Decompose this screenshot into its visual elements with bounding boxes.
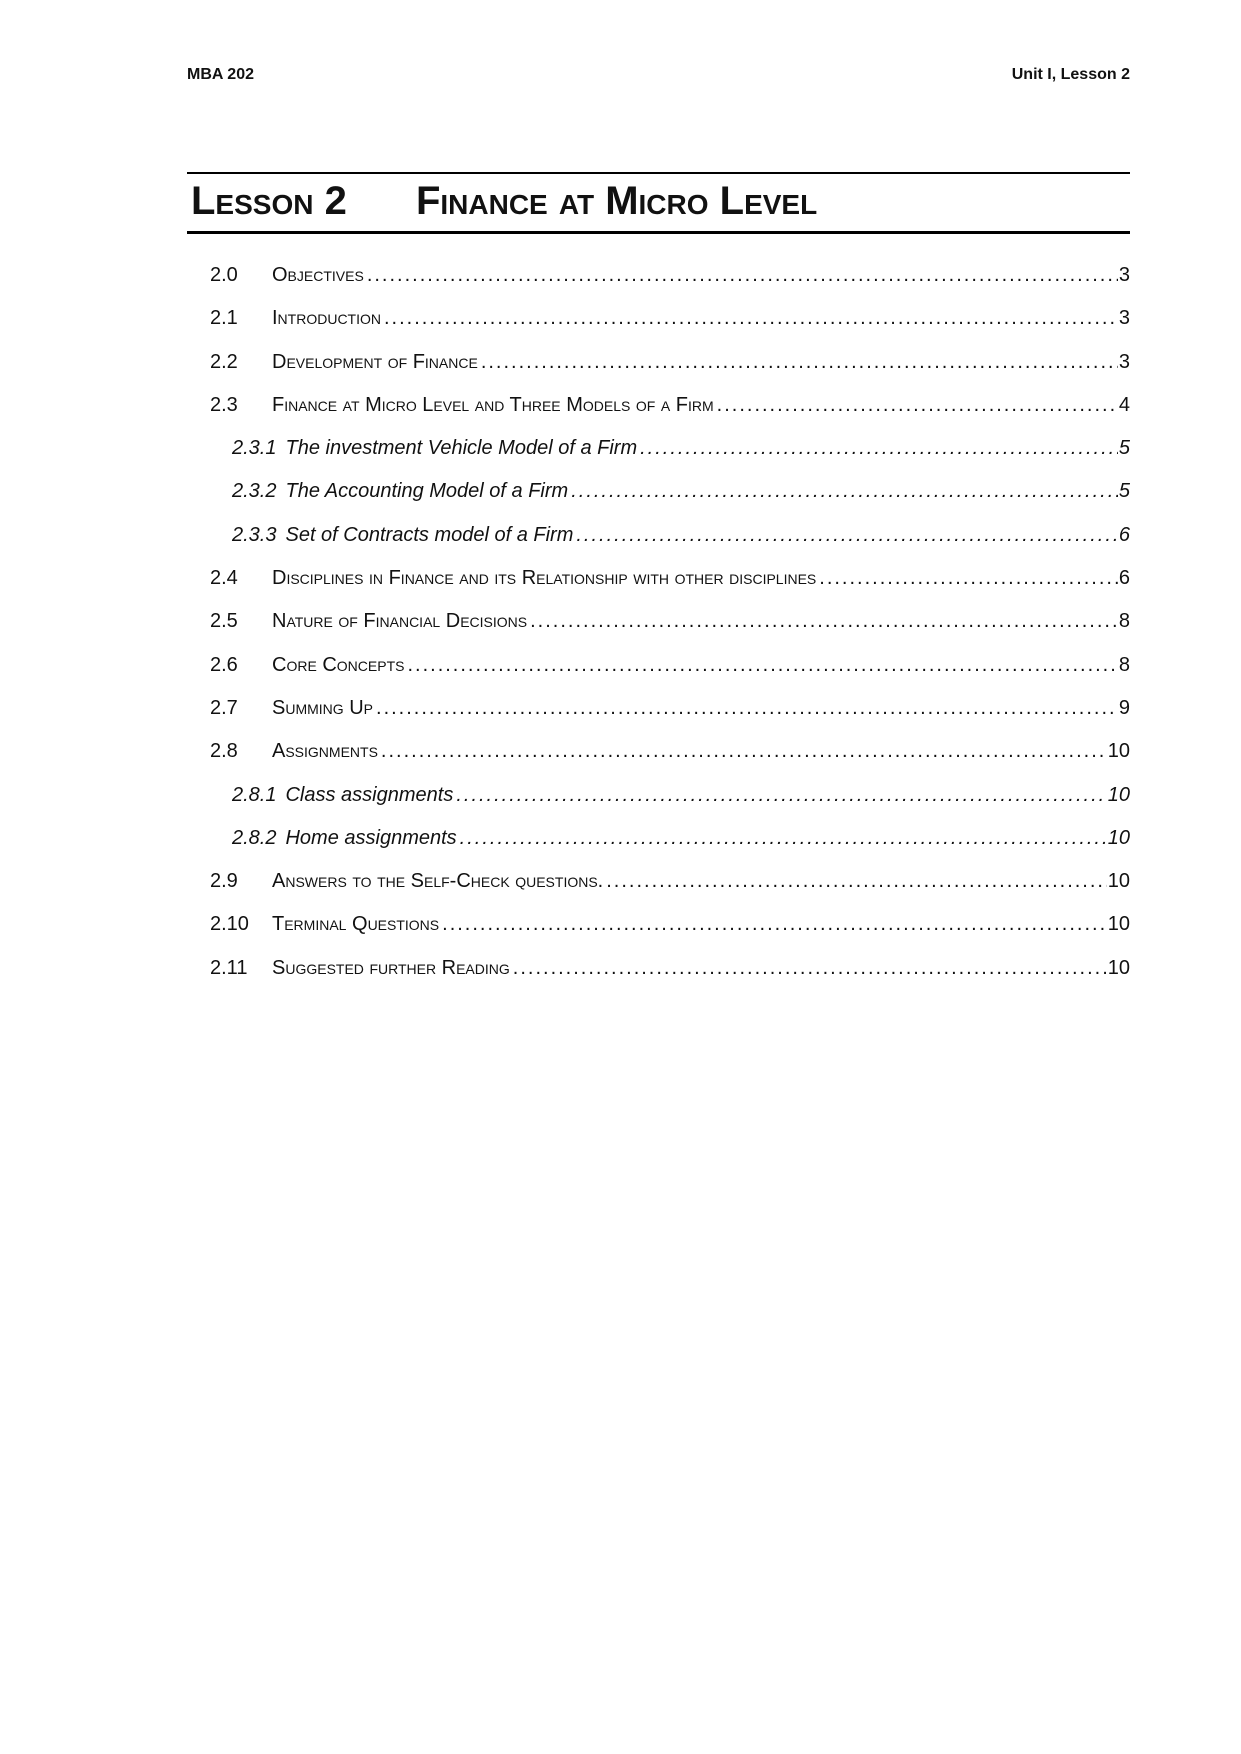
toc-entry-label: The Accounting Model of a Firm <box>285 480 569 503</box>
toc-dot-leader <box>384 297 1118 340</box>
toc-entry <box>210 254 1130 297</box>
toc-entry-page-number: 8 <box>1118 653 1130 676</box>
toc-entry-page-number: 6 <box>1118 523 1130 546</box>
toc-entry-number: 2.8 <box>210 740 238 763</box>
toc-entry-label: Objectives <box>272 264 364 286</box>
toc-entry-label: Core Concepts <box>272 653 405 676</box>
lesson-title <box>191 177 1130 225</box>
toc-entry-label: Home assignments <box>285 826 457 849</box>
toc-entry-number: 2.8.2 <box>232 826 277 849</box>
toc-entry <box>210 384 1130 427</box>
toc-dot-leader <box>481 341 1118 384</box>
lesson-title-block <box>187 172 1130 234</box>
toc-entry <box>210 644 1130 687</box>
toc-entry-page-number: 8 <box>1118 610 1130 633</box>
toc-entry <box>210 470 1130 513</box>
toc-dot-leader <box>640 427 1118 470</box>
toc-dot-leader <box>576 514 1118 557</box>
toc-entry-label: Set of Contracts model of a Firm <box>285 523 574 546</box>
toc-entry <box>210 514 1130 557</box>
toc-entry <box>210 774 1130 817</box>
toc-entry-page-number: 10 <box>1107 826 1130 849</box>
toc-entry <box>210 903 1130 946</box>
toc-dot-leader <box>456 774 1106 817</box>
toc-entry-number: 2.10 <box>210 913 249 936</box>
toc-entry-number: 2.5 <box>210 610 238 633</box>
toc-dot-leader <box>530 600 1118 643</box>
toc-dot-leader <box>367 254 1118 297</box>
toc-entry <box>210 860 1130 903</box>
toc-entry-number: 2.0 <box>210 264 238 286</box>
toc-dot-leader <box>571 470 1118 513</box>
toc-entry-page-number: 9 <box>1118 696 1130 719</box>
toc-dot-leader <box>381 730 1107 773</box>
toc-entry-page-number: 3 <box>1118 350 1130 373</box>
toc-entry-label: Development of Finance <box>272 350 478 373</box>
toc-entry-label: Assignments <box>272 740 378 763</box>
header-unit-lesson: Unit I, Lesson 2 <box>1011 66 1130 83</box>
toc-dot-leader <box>606 860 1107 903</box>
toc-entry-label: Finance at Micro Level and Three Models of a Firm <box>272 393 714 416</box>
toc-entry-number: 2.3.2 <box>232 480 277 503</box>
toc-entry-page-number: 3 <box>1118 307 1130 330</box>
toc-entry-number: 2.3.1 <box>232 437 277 460</box>
running-header <box>187 66 1130 84</box>
toc-entry-number: 2.11 <box>210 956 248 979</box>
toc-entry-page-number: 6 <box>1118 567 1130 590</box>
lesson-number-label: Lesson 2 <box>191 179 347 223</box>
toc-entry-page-number: 10 <box>1107 913 1130 936</box>
toc-entry-number: 2.8.1 <box>232 783 277 806</box>
toc-entry <box>210 730 1130 773</box>
toc-entry <box>210 427 1130 470</box>
toc-entry-label: Disciplines in Finance and its Relationship with other disciplines <box>272 567 817 590</box>
toc-entry-label: The investment Vehicle Model of a Firm <box>285 437 638 460</box>
toc-entry-number: 2.2 <box>210 350 238 373</box>
toc-entry-label: Terminal Questions <box>272 913 440 936</box>
toc-entry-number: 2.1 <box>210 307 238 330</box>
toc-dot-leader <box>460 817 1107 860</box>
table-of-contents <box>210 254 1130 990</box>
toc-entry <box>210 947 1130 990</box>
toc-entry-page-number: 10 <box>1107 956 1130 979</box>
toc-entry-page-number: 4 <box>1118 393 1130 416</box>
toc-entry <box>210 687 1130 730</box>
toc-entry-page-number: 5 <box>1118 480 1130 503</box>
toc-entry <box>210 557 1130 600</box>
toc-dot-leader <box>717 384 1118 427</box>
toc-entry-page-number: 5 <box>1118 437 1130 460</box>
toc-entry-label: Summing Up <box>272 696 374 719</box>
toc-entry-number: 2.9 <box>210 870 238 893</box>
toc-entry-page-number: 10 <box>1107 870 1130 893</box>
lesson-name-label: Finance at Micro Level <box>415 179 818 223</box>
toc-entry <box>210 817 1130 860</box>
toc-entry <box>210 297 1130 340</box>
toc-dot-leader <box>442 903 1107 946</box>
toc-entry-label: Answers to the Self-Check questions. <box>272 870 604 893</box>
toc-entry-number: 2.7 <box>210 696 238 719</box>
toc-entry-number: 2.4 <box>210 567 238 590</box>
toc-entry-number: 2.6 <box>210 653 238 676</box>
toc-dot-leader <box>407 644 1117 687</box>
toc-entry <box>210 341 1130 384</box>
toc-entry-label: Introduction <box>272 307 381 330</box>
toc-entry-page-number: 3 <box>1118 264 1130 286</box>
toc-entry-page-number: 10 <box>1107 740 1130 763</box>
toc-dot-leader <box>513 947 1107 990</box>
toc-entry <box>210 600 1130 643</box>
toc-entry-page-number: 10 <box>1107 783 1130 806</box>
toc-entry-label: Class assignments <box>285 783 454 806</box>
toc-entry-number: 2.3 <box>210 393 238 416</box>
toc-entry-label: Nature of Financial Decisions <box>272 610 528 633</box>
header-course-code: MBA 202 <box>187 66 254 83</box>
toc-dot-leader <box>819 557 1118 600</box>
toc-entry-label: Suggested further Reading <box>272 956 510 979</box>
toc-entry-number: 2.3.3 <box>232 523 277 546</box>
toc-dot-leader <box>376 687 1118 730</box>
